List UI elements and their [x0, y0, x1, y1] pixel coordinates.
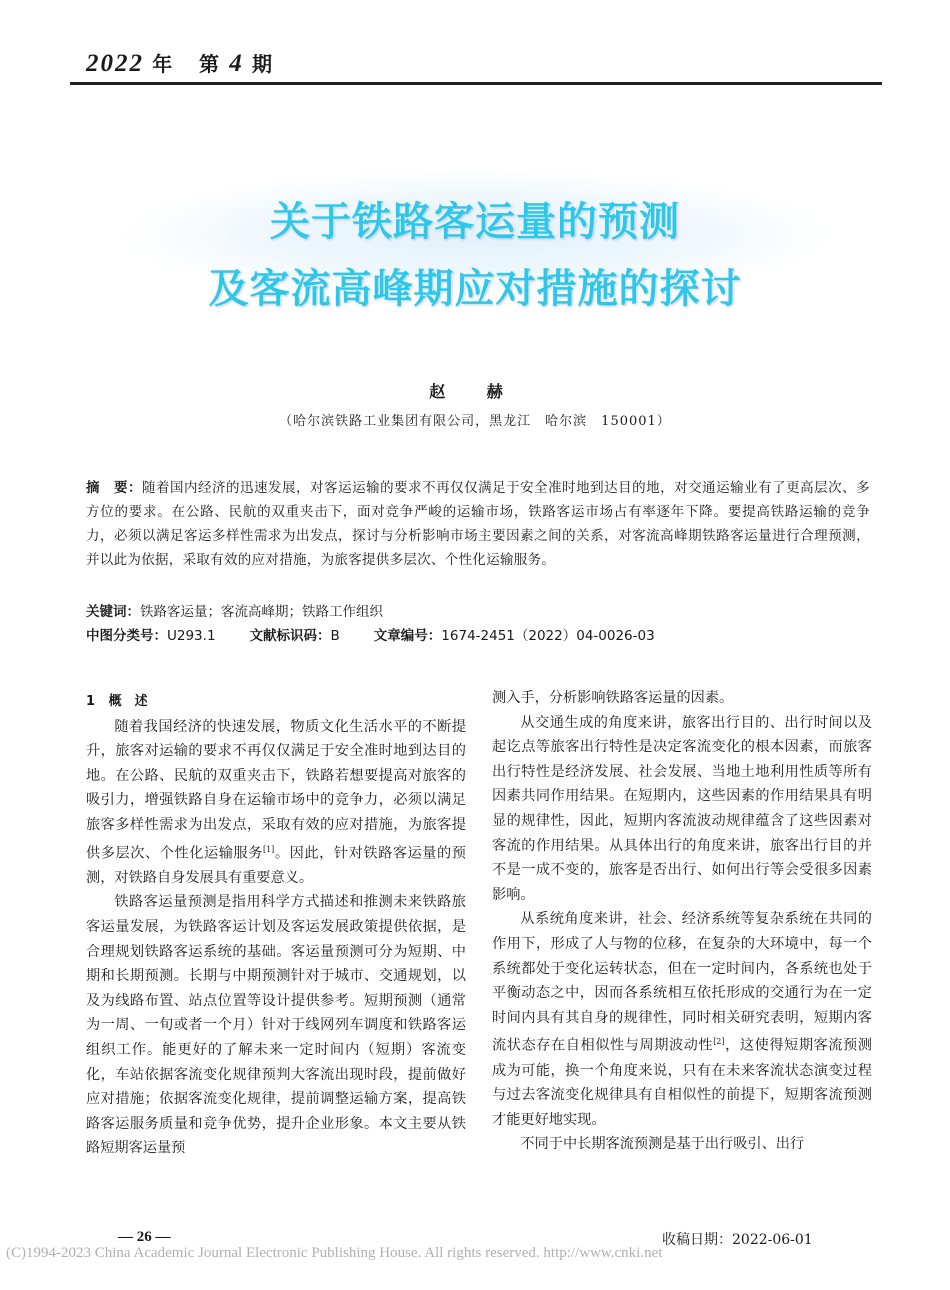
doc-code-value: B — [330, 628, 340, 644]
issue-year-unit: 年 — [152, 52, 175, 76]
clc-label: 中图分类号： — [86, 628, 167, 644]
page-number: — 26 — — [118, 1229, 171, 1245]
paragraph-text: 随着我国经济的快速发展，物质文化生活水平的不断提升，旅客对运输的要求不再仅仅满足于安全准时地到达目的地。在公路、民航的双重夹击下，铁路若想要提高对旅客的吸引力，增强铁路自身在运输市场中的竞争力，必须以满足旅客多样性需求为出发点，采取有效的应对措施，为旅客提供多层次、个性化运输服务 — [86, 718, 466, 862]
article-number-label: 文章编号： — [373, 628, 442, 644]
section-heading — [86, 690, 466, 715]
keywords-label: 关键词： — [86, 604, 140, 620]
paragraph — [86, 715, 466, 891]
citation: [2] — [713, 1037, 725, 1047]
author-affiliation: （哈尔滨铁路工业集团有限公司，黑龙江 哈尔滨 150001） — [279, 414, 671, 429]
issue-unit: 期 — [252, 52, 274, 76]
title-line-2: 及客流高峰期应对措施的探讨 — [208, 266, 742, 312]
section-title: 概 述 — [108, 694, 148, 709]
copyright-notice: (C)1994-2023 China Academic Journal Electronic Publishing House. All rights reserved. http://www.cnki.net — [6, 1245, 663, 1261]
header-rule — [70, 82, 882, 85]
issue-number: 4 — [229, 50, 244, 77]
keywords-text: 铁路客运量；客流高峰期；铁路工作组织 — [140, 604, 383, 620]
paragraph: 铁路客运量预测是指用科学方式描述和推测未来铁路旅客运量发展，为铁路客运计划及客运发展政策提供依据，是合理规划铁路客运系统的基础。客运量预测可分为短期、中期和长期预测。长期与中期预测针对于城市、交通规划，以及为线路布置、站点位置等设计提供参考。短期预测（通常为一周、一旬或者一个月）针对于线网列车调度和铁路客运组织工作。能更好的了解未来一定时间内（短期）客流变化，车站依据客流变化规律预判大客流出现时段，提前做好应对措施；依据客流变化规律，提前调整运输方案，提高铁路客运服务质量和竞争优势，提升企业形象。本文主要从铁路短期客运量预 — [86, 894, 466, 1157]
paragraph-text: ，这使得短期客流预测成为可能，换一个角度来说，只有在未来客流状态演变过程与过去客流变化规律具有自相似性的前提下，短期客流预测才能更好地实现。 — [492, 1038, 872, 1128]
received-date: 收稿日期：2022-06-01 — [662, 1232, 813, 1248]
abstract-text: 随着国内经济的迅速发展，对客运运输的要求不再仅仅满足于安全准时地到达目的地，对交通运输业有了更高层次、多方位的要求。在公路、民航的双重夹击下，面对竞争严峻的运输市场，铁路客运市场占有率逐年下降。要提高铁路运输的竞争力，必须以满足客运多样性需求为出发点，探讨与分析影响市场主要因素之间的关系，对客流高峰期铁路客运量进行合理预测，并以此为依据，采取有效的应对措施，为旅客提供多层次、个性化运输服务。 — [86, 480, 870, 568]
doc-code-label: 文献标识码： — [249, 628, 331, 644]
issue-label — [86, 48, 274, 78]
keywords — [86, 600, 383, 624]
paragraph: 从交通生成的角度来讲，旅客出行目的、出行时间以及起讫点等旅客出行特性是决定客流变化的根本因素，而旅客出行特性是经济发展、社会发展、当地土地利用性质等所有因素共同作用结果。在短期内，这些因素的作用结果具有明显的规律性，因此，短期内客流波动规律蕴含了这些因素对客流的作用结果。从具体出行的角度来讲，旅客出行目的并不是一成不变的，旅客是否出行、如何出行等会受很多因素影响。 — [492, 714, 872, 903]
article-number-value: 1674-2451（2022）04-0026-03 — [441, 628, 655, 644]
abstract — [86, 476, 870, 572]
classification-line — [86, 624, 655, 648]
paragraph-text: 。因此，针对铁路客运量的预测，对铁路自身发展具有重要意义。 — [86, 845, 466, 886]
paragraph — [492, 907, 872, 1132]
title-line-1: 关于铁路客运量的预测 — [270, 199, 680, 245]
paragraph: 不同于中长期客流预测是基于出行吸引、出行 — [520, 1136, 805, 1153]
author-name: 赵 赫 — [429, 382, 521, 401]
issue-year: 2022 — [86, 50, 144, 77]
clc-value: U293.1 — [167, 628, 216, 644]
paragraph: 测入手，分析影响铁路客运量的因素。 — [492, 690, 734, 706]
right-column — [492, 686, 872, 1157]
abstract-label: 摘 要： — [86, 480, 143, 496]
left-column — [86, 690, 466, 1161]
issue-prefix: 第 — [199, 52, 221, 76]
citation: [1] — [262, 844, 275, 854]
section-number: 1 — [86, 694, 96, 709]
paragraph-text: 从系统角度来讲，社会、经济系统等复杂系统在共同的作用下，形成了人与物的位移，在复杂的大环境中，每一个系统都处于变化运转状态，但在一定时间内，各系统也处于平衡动态之中，因而各系统相互依托形成的交通行为在一定时间内具有其自身的规律性，同时相关研究表明，短期内客流状态存在自相似性与周期波动性 — [492, 911, 872, 1055]
